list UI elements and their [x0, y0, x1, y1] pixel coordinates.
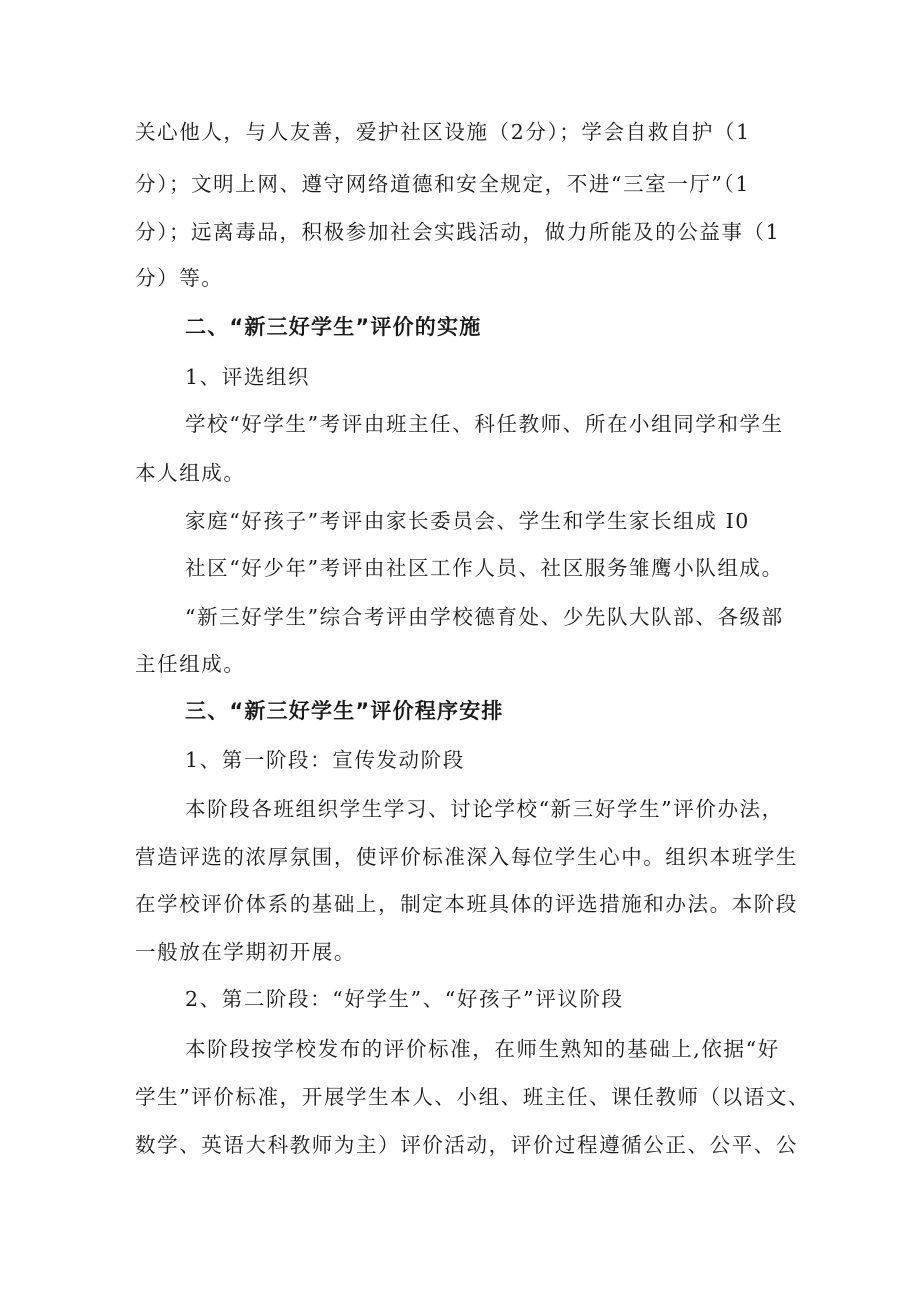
subsection-heading: 1、评选组织 — [185, 365, 311, 389]
paragraph-line: 本人组成。 — [135, 461, 246, 485]
section-heading-3: 三、“新三好学生”评价程序安排 — [185, 699, 504, 723]
paragraph-line: 一般放在学期初开展。 — [135, 940, 356, 964]
paragraph-line: 主任组成。 — [135, 652, 246, 676]
paragraph-line: 分）；远离毒品，积极参加社会实践活动，做力所能及的公益事（1 — [135, 220, 781, 244]
paragraph-line: 关心他人，与人友善，爱护社区设施（2分）；学会自救自护（1 — [135, 120, 751, 144]
paragraph-line: 家庭“好孩子”考评由家长委员会、学生和学生家长组成 I0 — [185, 509, 750, 533]
paragraph-line: 学生”评价标准，开展学生本人、小组、班主任、课任教师（以语文、 — [135, 1085, 811, 1109]
paragraph-line: “新三好学生”综合考评由学校德育处、少先队大队部、各级部 — [185, 605, 784, 629]
subsection-heading: 1、第一阶段：宣传发动阶段 — [185, 748, 465, 772]
section-heading-2: 二、“新三好学生”评价的实施 — [185, 315, 482, 339]
paragraph-line: 社区“好少年”考评由社区工作人员、社区服务雏鹰小队组成。 — [185, 556, 784, 580]
paragraph-line: 学校“好学生”考评由班主任、科任教师、所在小组同学和学生 — [185, 412, 784, 436]
paragraph-line: 分）；文明上网、遵守网络道德和安全规定，不进“三室一厅”（1 — [135, 172, 751, 196]
paragraph-line: 分）等。 — [135, 266, 224, 290]
paragraph-line: 本阶段按学校发布的评价标准，在师生熟知的基础上,依据“好 — [185, 1037, 780, 1061]
paragraph-line: 本阶段各班组织学生学习、讨论学校“新三好学生”评价办法， — [185, 797, 784, 821]
subsection-heading: 2、第二阶段：“好学生”、“好孩子”评议阶段 — [185, 987, 624, 1011]
paragraph-line: 在学校评价体系的基础上，制定本班具体的评选措施和办法。本阶段 — [135, 892, 798, 916]
paragraph-line: 数学、英语大科教师为主）评价活动，评价过程遵循公正、公平、公 — [135, 1133, 798, 1157]
paragraph-line: 营造评选的浓厚氛围，使评价标准深入每位学生心中。组织本班学生 — [135, 845, 798, 869]
